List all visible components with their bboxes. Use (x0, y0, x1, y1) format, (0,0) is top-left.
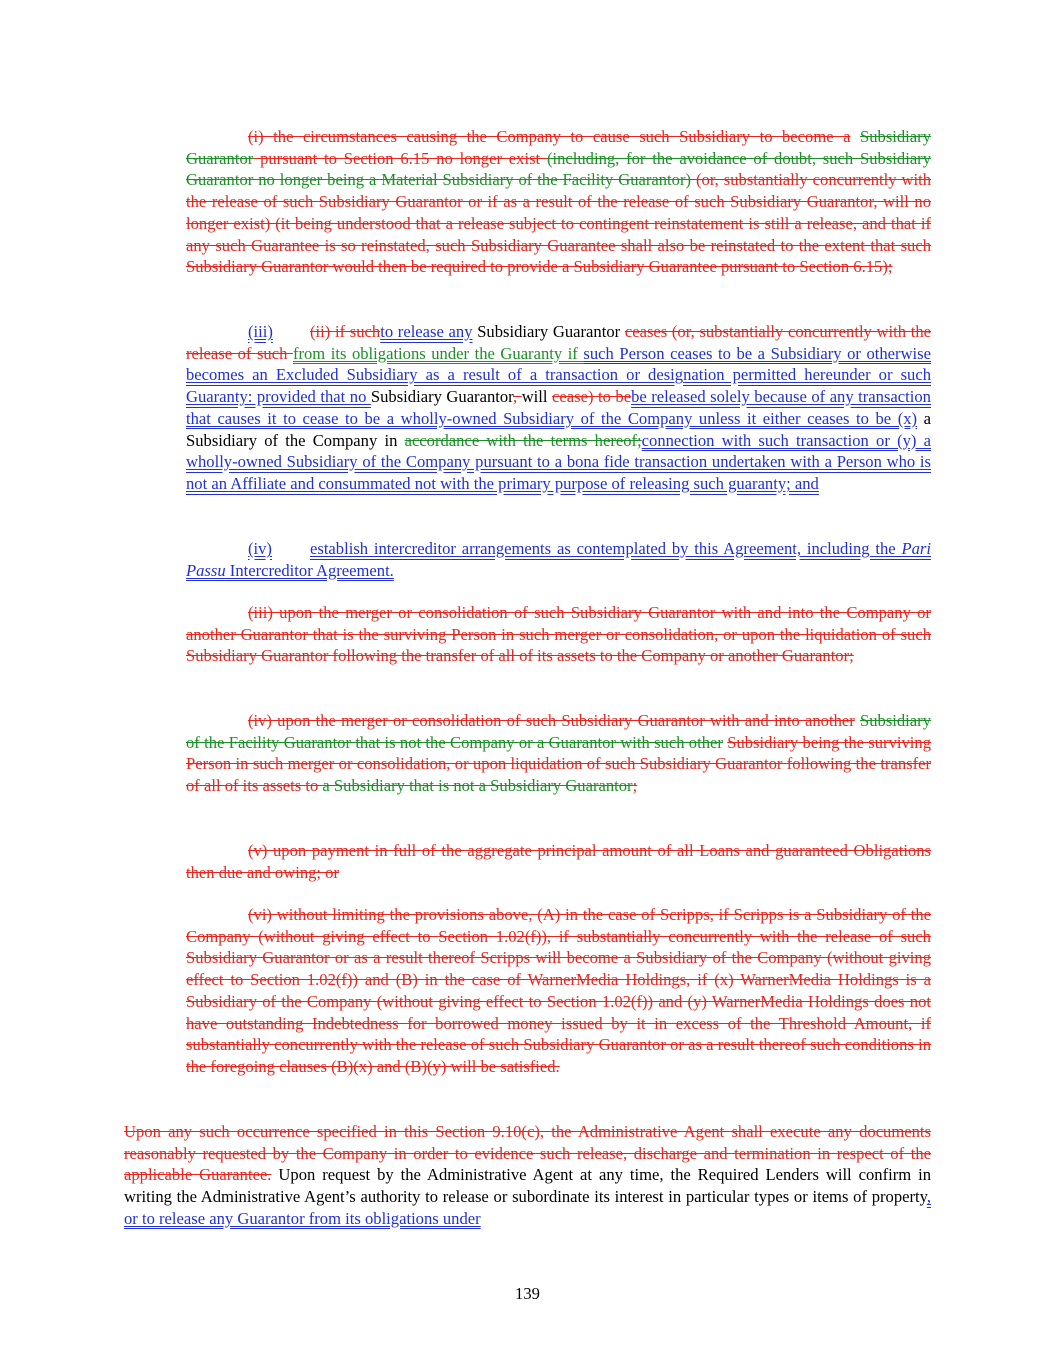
deleted-text: no longer exist (429, 148, 547, 168)
clause-iii (186, 321, 931, 495)
inserted-text: Intercreditor Agreement. (225, 560, 394, 580)
section-reference: Section 1.02(f) (546, 991, 648, 1011)
deleted-text: pursuant to (253, 148, 344, 168)
inserted-text: , or to release any Guarantor from its obligations under (124, 1187, 931, 1228)
deleted-text: (i) the circumstances causing the Company to cause such Subsidiary to become a (248, 127, 851, 146)
inserted-text: from its obligations under the Guaranty if (292, 343, 584, 363)
body-text: Subsidiary Guarantor (370, 387, 514, 407)
deleted-text: (including, for the avoidance of doubt, such Subsidiary Guarantor no longer being a Material Subsidiary of the Facility Guarantor) (186, 148, 932, 190)
section-reference: Section 6.15 (799, 257, 883, 277)
clause-number: (iii) (248, 322, 273, 341)
deleted-text: (ii) if such (310, 322, 381, 341)
inserted-text: to release any (380, 322, 473, 341)
deleted-text: Subsidiary Guarantor (186, 127, 931, 168)
clause-iii-deleted (186, 602, 931, 667)
deleted-text: , the Administrative Agent shall execute any documents reasonably requested by the Company in order to evidence such release, discharge and termination in respect of the applicable Guarantee. (124, 1122, 931, 1185)
deleted-text: ) and (B) in the case of WarnerMedia Holdings, if (x) WarnerMedia Holdings is a Subsidiary of the Company (without giving effect to (186, 970, 931, 1011)
section-reference: Section 1.02(f) (250, 970, 353, 990)
deleted-text: Subsidiary being the surviving Person in such merger or consolidation, or upon liquidation of such Subsidiary Guarantor following the transfer of all of its assets to (186, 732, 931, 796)
clause-number: (iv) (248, 539, 272, 558)
inserted-text: Pari Passu (186, 539, 931, 580)
inserted-text: establish intercreditor arrangements as contemplated by this Agreement, including the (310, 539, 902, 558)
section-reference: Section 6.15 (343, 148, 430, 168)
deleted-text: (v) upon payment in full of the aggregate principal amount of all Loans and guaranteed Obligations then due and owing; or (186, 841, 931, 882)
deleted-text: ), if substantially concurrently with the release of such Subsidiary Guarantor or as a result thereof Scripps will become a Subsidiary of the Company (without giving effect to (186, 926, 931, 990)
deleted-text: ; (632, 776, 638, 796)
deleted-text: (iv) upon the merger or consolidation of such Subsidiary Guarantor with and into another (248, 711, 855, 730)
clause-iv-new (186, 538, 931, 581)
body-text: Upon request by the Administrative Agent at any time, the Required Lenders will confirm in writing the Administrative Agent’s authority to release or subordinate its interest in particular types or items of property (124, 1165, 931, 1207)
deleted-text: a Subsidiary that is not a Subsidiary Guarantor (322, 776, 633, 796)
inserted-text: connection with such transaction or (y) a wholly-owned Subsidiary of the Company pursuant to a bona fide transaction undertaken with a Person who is not an Affiliate and consummated not with the primary purpose of releasing such guaranty; and (186, 430, 931, 493)
deleted-text: (vi) without limiting the provisions above, (A) in the case of Scripps, if Scripps is a Subsidiary of the Company (without giving effect to (186, 905, 931, 946)
deleted-text: , (513, 387, 522, 407)
deleted-text: ); (882, 257, 893, 277)
deleted-text: cease) to be (552, 387, 632, 407)
body-text: will (521, 387, 553, 407)
inserted-text: such Person ceases to be a Subsidiary or otherwise becomes an Excluded Subsidiary as a result of a transaction or designation permitted hereunder or such Guaranty: provided that no (186, 343, 931, 407)
page-number: 139 (515, 1284, 540, 1303)
clause-iv-deleted (186, 710, 931, 797)
deleted-text: accordance with the terms hereof; (404, 430, 642, 450)
body-text: a Subsidiary of the Company in (186, 408, 932, 450)
closing-paragraph (124, 1121, 931, 1230)
section-reference: Section 1.02(f) (438, 926, 542, 946)
clause-v-deleted (186, 840, 931, 883)
deleted-text: (iii) upon the merger or consolidation of such Subsidiary Guarantor with and into the Company or another Guarantor that is the surviving Person in such merger or consolidation, or upon the liquidation of such Subsidiary Guarantor following the transfer of all of its assets to the Company or another Guarantor; (186, 603, 931, 666)
deleted-text: (or, substantially concurrently with the release of such Subsidiary Guarantor or if as a result of the release of such Subsidiary Guarantor, will no longer exist) (it being understood that a release subject to contingent reinstatement is still a release, and that if any such Guarantee is so reinstated, such Subsidiary Guarantee shall also be reinstated to the extent that such Subsidiary Guarantor would then be required to provide a Subsidiary Guarantee pursuant to (186, 170, 931, 277)
deleted-text: Upon any such occurrence specified in this (124, 1122, 436, 1141)
section-reference: Section 9.10(c) (435, 1122, 540, 1141)
clause-i-deleted (186, 126, 931, 278)
deleted-text: ceases (or, substantially concurrently with the release of such (186, 322, 932, 363)
body-text: Subsidiary Guarantor (472, 322, 625, 341)
clause-vi-deleted (186, 904, 931, 1078)
deleted-text: Subsidiary of the Facility Guarantor that is not the Company or a Guarantor with such other (186, 711, 931, 752)
inserted-text: be released solely because of any transaction that causes it to cease to be a wholly-owned Subsidiary of the Company unless it either ceases to be (x) (186, 387, 931, 428)
deleted-text: ) and (y) WarnerMedia Holdings does not have outstanding Indebtedness for borrowed money issued by it in excess of the Threshold Amount, if substantially concurrently with the release of such Subsidiary Guarantor or as a result thereof such conditions in the foregoing clauses (B)(x) and (B)(y) will be satisfied. (186, 991, 931, 1076)
